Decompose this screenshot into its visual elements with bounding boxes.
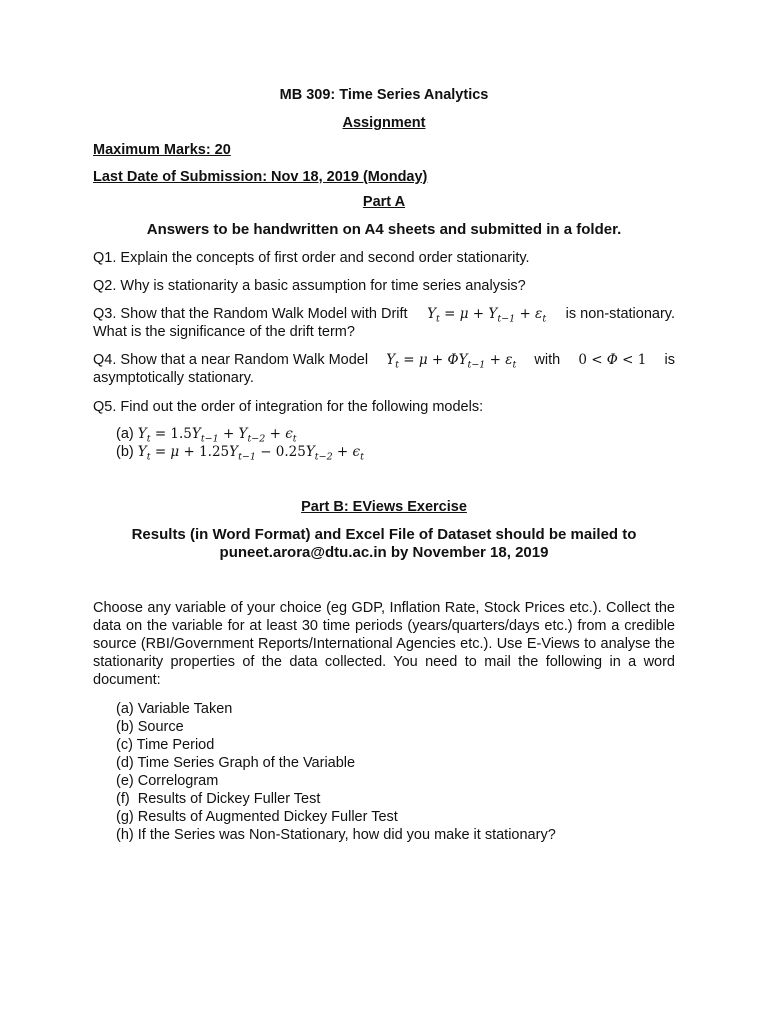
question-4-equation: $Y_t = \mu + \Phi Y_{t-1} + \varepsilon_t$ [386, 352, 517, 371]
model-b-label: (b) [116, 444, 134, 460]
question-3-suffix: is non-stationary. [565, 306, 675, 322]
model-a-label: (a) [116, 426, 134, 442]
list-item: (h) If the Series was Non-Stationary, how did you make it stationary? [116, 827, 556, 843]
question-1: Q1. Explain the concepts of first order and second order stationarity. [93, 250, 530, 266]
question-3-line-1 [93, 306, 675, 325]
list-item: (g) Results of Augmented Dickey Fuller Test [116, 809, 398, 825]
question-5-model-a [116, 426, 297, 445]
list-item: (f) Results of Dickey Fuller Test [116, 791, 321, 807]
question-3-prefix: Q3. Show that the Random Walk Model with Drift [93, 306, 408, 322]
list-item: (b) Source [116, 719, 184, 735]
document-type: Assignment [342, 115, 426, 131]
question-2: Q2. Why is stationarity a basic assumption for time series analysis? [93, 278, 526, 294]
question-3-equation: $Y_t = \mu + Y_{t-1} + \varepsilon_t$ [427, 306, 547, 325]
model-a-equation: $Y_t = 1.5Y_{t-1} + Y_{t-2} + \epsilon_t$ [137, 426, 297, 445]
list-item: (a) Variable Taken [116, 701, 233, 717]
part-b-instruction-line-2: puneet.arora@dtu.ac.in by November 18, 2019 [219, 544, 549, 561]
question-4-prefix: Q4. Show that a near Random Walk Model [93, 352, 369, 368]
course-title: MB 309: Time Series Analytics [279, 87, 489, 103]
part-a-instruction: Answers to be handwritten on A4 sheets and submitted in a folder. [146, 221, 622, 238]
last-date-of-submission: Last Date of Submission: Nov 18, 2019 (Monday) [93, 169, 428, 185]
part-a-heading: Part A [362, 194, 406, 210]
part-b-paragraph: Choose any variable of your choice (eg GDP, Inflation Rate, Stock Prices etc.). Collect the data on the variable for at least 30 time periods (years/quarters/days etc.) from a credible source (RBI/Government Reports/International Agencies etc.). Use E-Views to analyse the stationarity properties of the data collected. You need to mail the following in a word document: [93, 600, 675, 688]
question-3-line-2: What is the significance of the drift term? [93, 324, 355, 340]
question-5: Q5. Find out the order of integration for the following models: [93, 399, 484, 415]
question-4-line-2: asymptotically stationary. [93, 370, 254, 386]
part-b-heading: Part B: EViews Exercise [301, 499, 467, 515]
maximum-marks: Maximum Marks: 20 [93, 142, 231, 158]
deliverables-list [116, 700, 556, 844]
list-item: (e) Correlogram [116, 773, 219, 789]
question-4-suffix: is [664, 352, 675, 368]
question-4-line-1 [93, 352, 675, 371]
list-item: (c) Time Period [116, 737, 215, 753]
question-5-model-b [116, 444, 364, 463]
question-4-condition: 0 < Φ < 1 [578, 352, 647, 368]
model-b-equation: $Y_t = \mu + 1.25Y_{t-1} - 0.25Y_{t-2} + \epsilon_t$ [137, 444, 364, 463]
list-item: (d) Time Series Graph of the Variable [116, 755, 356, 771]
question-4-with: with [534, 352, 561, 368]
part-b-instruction-line-1: Results (in Word Format) and Excel File of Dataset should be mailed to [131, 526, 637, 543]
